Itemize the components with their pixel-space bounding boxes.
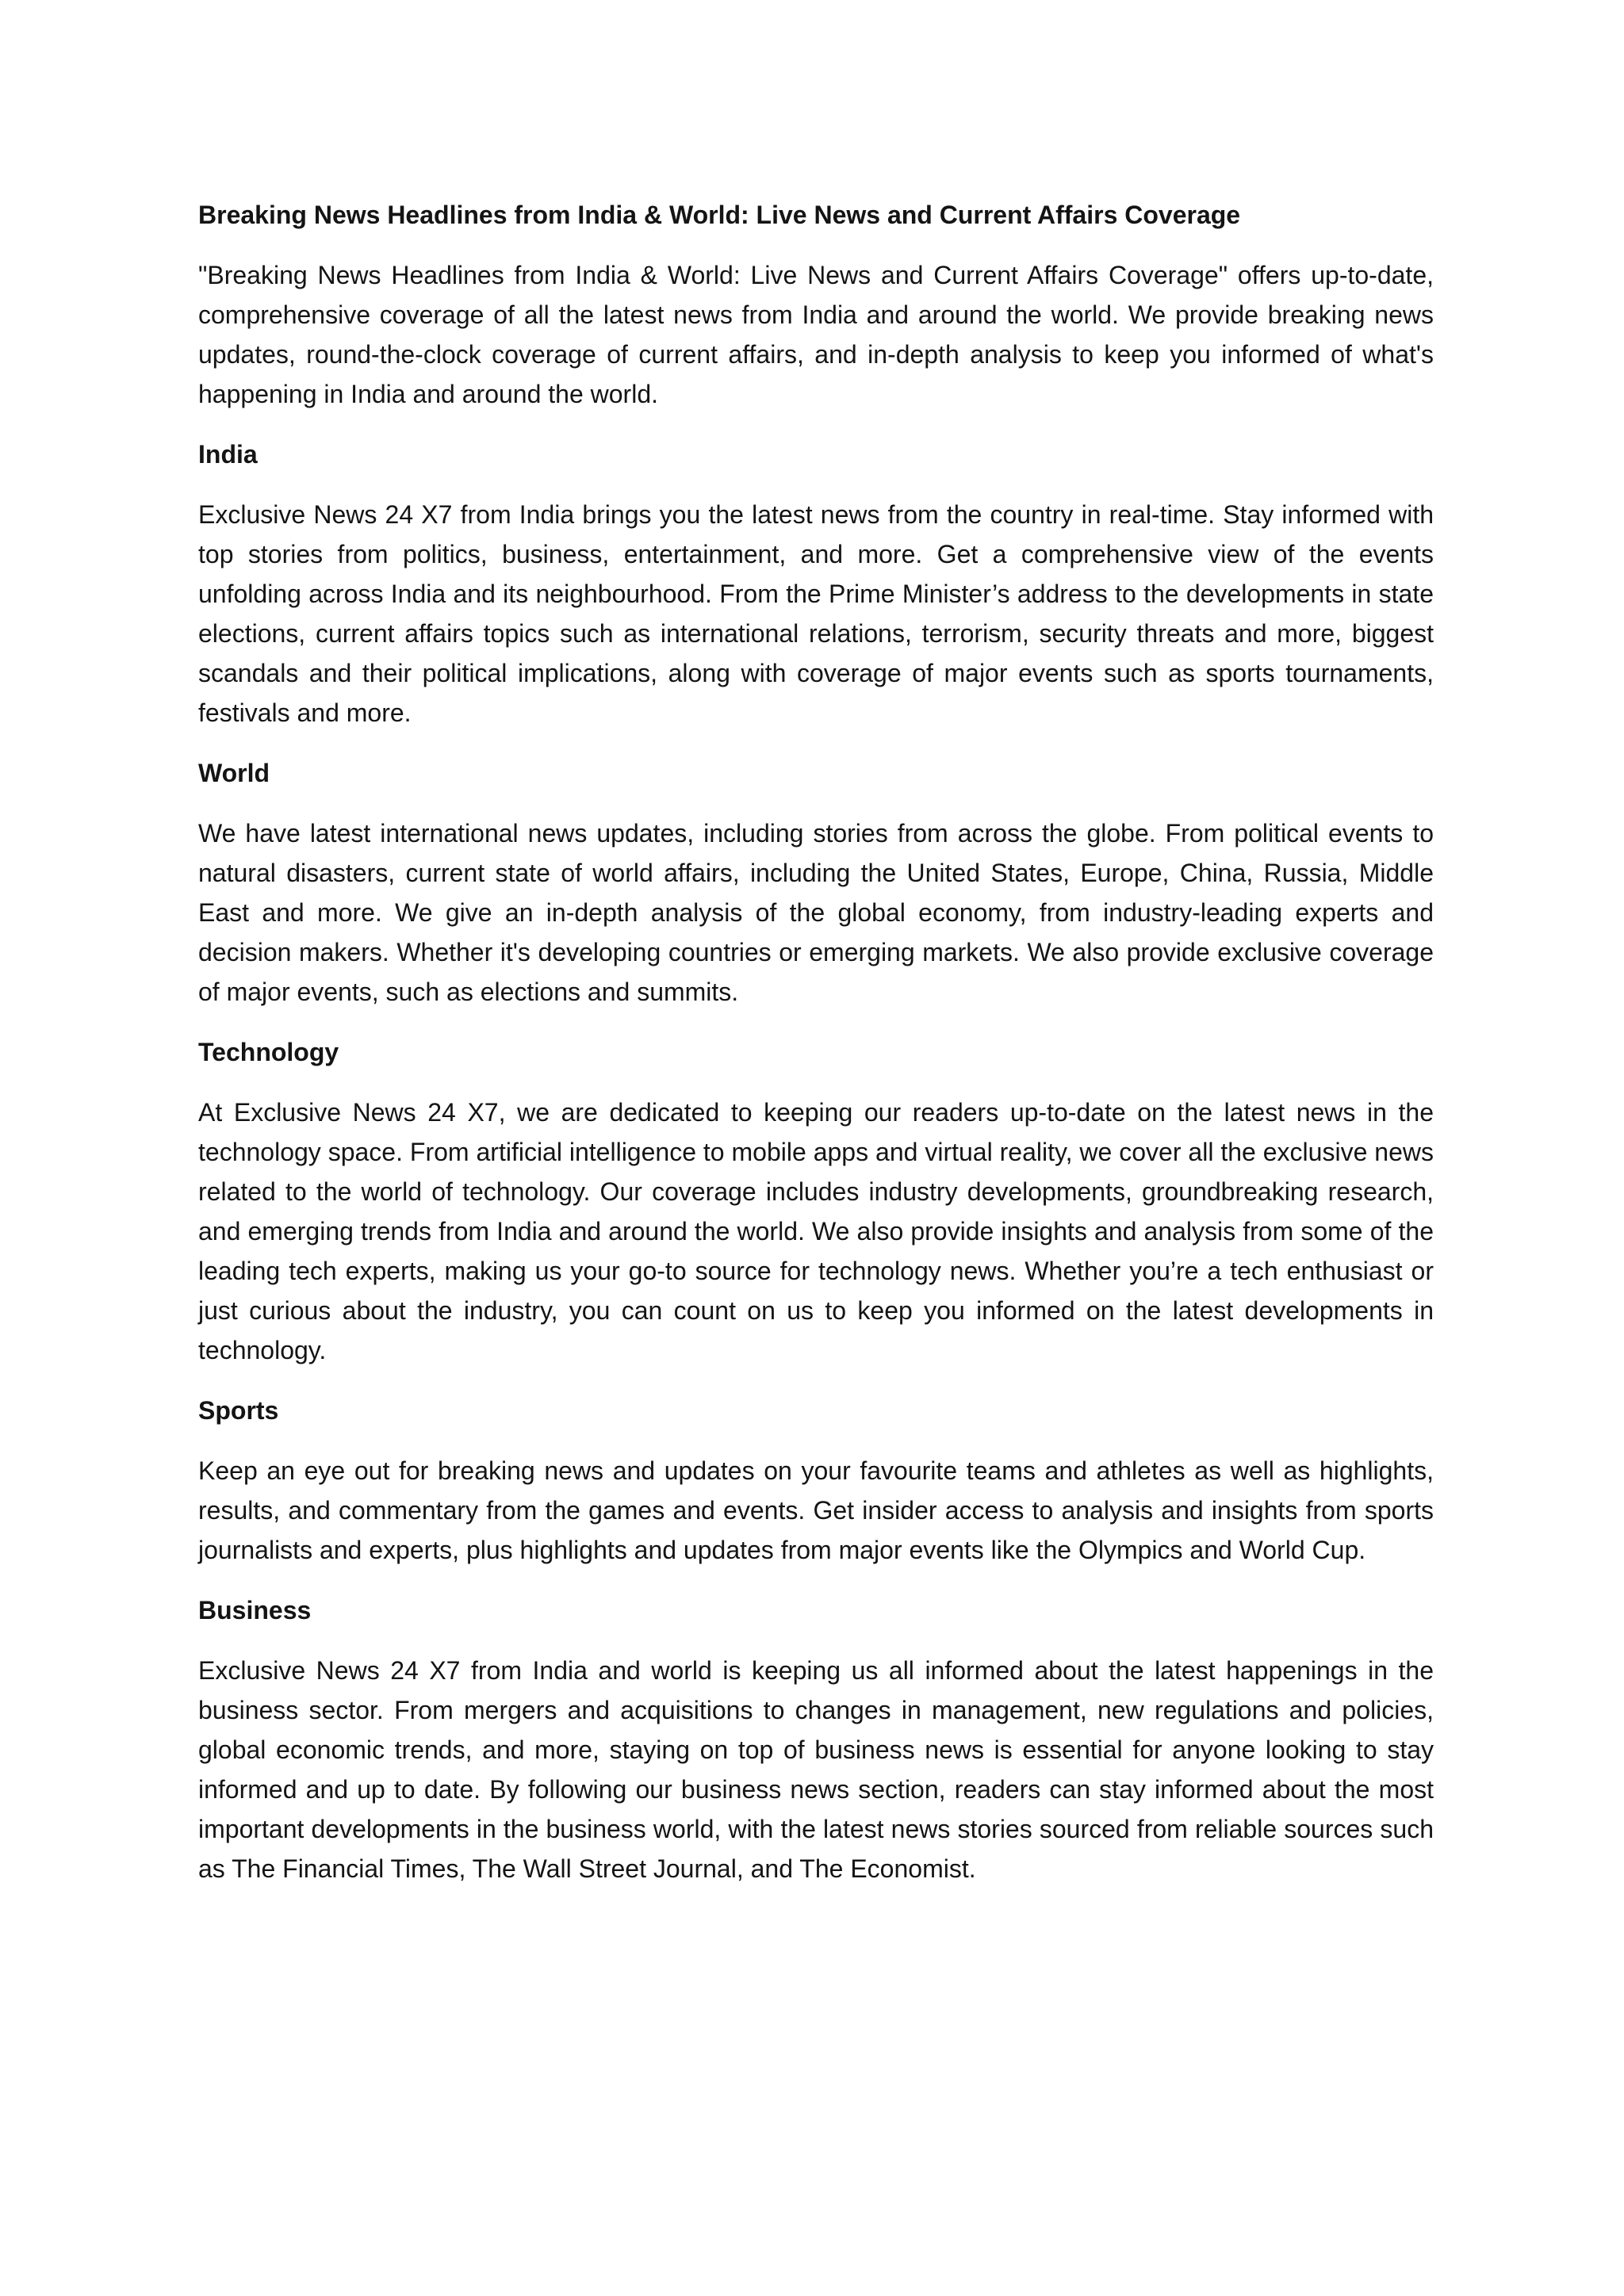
section-body-india: Exclusive News 24 X7 from India brings you the latest news from the country in real-time. Stay informed with top stories from politics, business, entertainment, and more. Get a comprehensive view of the events unfolding across India and its neighbourhood. From the Prime Minister’s address to the developments in state elections, current affairs topics such as international relations, terrorism, security threats and more, biggest scandals and their political implications, along with coverage of major events such as sports tournaments, festivals and more. xyxy=(198,500,1434,727)
section-body-world: We have latest international news updates, including stories from across the globe. From political events to natural disasters, current state of world affairs, including the United States, Europe, China, Russia, Middle East and more. We give an in-depth analysis of the global economy, from industry-leading experts and decision makers. Whether it's developing countries or emerging markets. We also provide exclusive coverage of major events, such as elections and summits. xyxy=(198,819,1434,1006)
section-technology xyxy=(198,1032,1434,1370)
section-sports xyxy=(198,1391,1434,1570)
section-heading-sports: Sports xyxy=(198,1396,279,1425)
section-body-business: Exclusive News 24 X7 from India and world is keeping us all informed about the latest happenings in the business sector. From mergers and acquisitions to changes in management, new regulations and policies, global economic trends, and more, staying on top of business news is essential for anyone looking to stay informed and up to date. By following our business news section, readers can stay informed about the most important developments in the business world, with the latest news stories sourced from reliable sources such as The Financial Times, The Wall Street Journal, and The Economist. xyxy=(198,1656,1434,1883)
section-heading-india: India xyxy=(198,440,258,469)
section-world xyxy=(198,753,1434,1012)
section-body-technology: At Exclusive News 24 X7, we are dedicated to keeping our readers up-to-date on the latest news in the technology space. From artificial intelligence to mobile apps and virtual reality, we cover all the exclusive news related to the world of technology. Our coverage includes industry developments, groundbreaking research, and emerging trends from India and around the world. We also provide insights and analysis from some of the leading tech experts, making us your go-to source for technology news. Whether you’re a tech enthusiast or just curious about the industry, you can count on us to keep you informed on the latest developments in technology. xyxy=(198,1098,1434,1364)
section-heading-world: World xyxy=(198,759,270,787)
document-page xyxy=(198,195,1434,1909)
section-india xyxy=(198,434,1434,733)
intro-paragraph: "Breaking News Headlines from India & World: Live News and Current Affairs Coverage" offers up-to-date, comprehensive coverage of all the latest news from India and around the world. We provide breaking news updates, round-the-clock coverage of current affairs, and in-depth analysis to keep you informed of what's happening in India and around the world. xyxy=(198,261,1434,408)
document-title: Breaking News Headlines from India & World: Live News and Current Affairs Coverage xyxy=(198,201,1241,229)
section-heading-technology: Technology xyxy=(198,1038,339,1066)
section-body-sports: Keep an eye out for breaking news and updates on your favourite teams and athletes as well as highlights, results, and commentary from the games and events. Get insider access to analysis and insights from sports journalists and experts, plus highlights and updates from major events like the Olympics and World Cup. xyxy=(198,1456,1434,1564)
section-heading-business: Business xyxy=(198,1596,312,1624)
section-business xyxy=(198,1590,1434,1888)
